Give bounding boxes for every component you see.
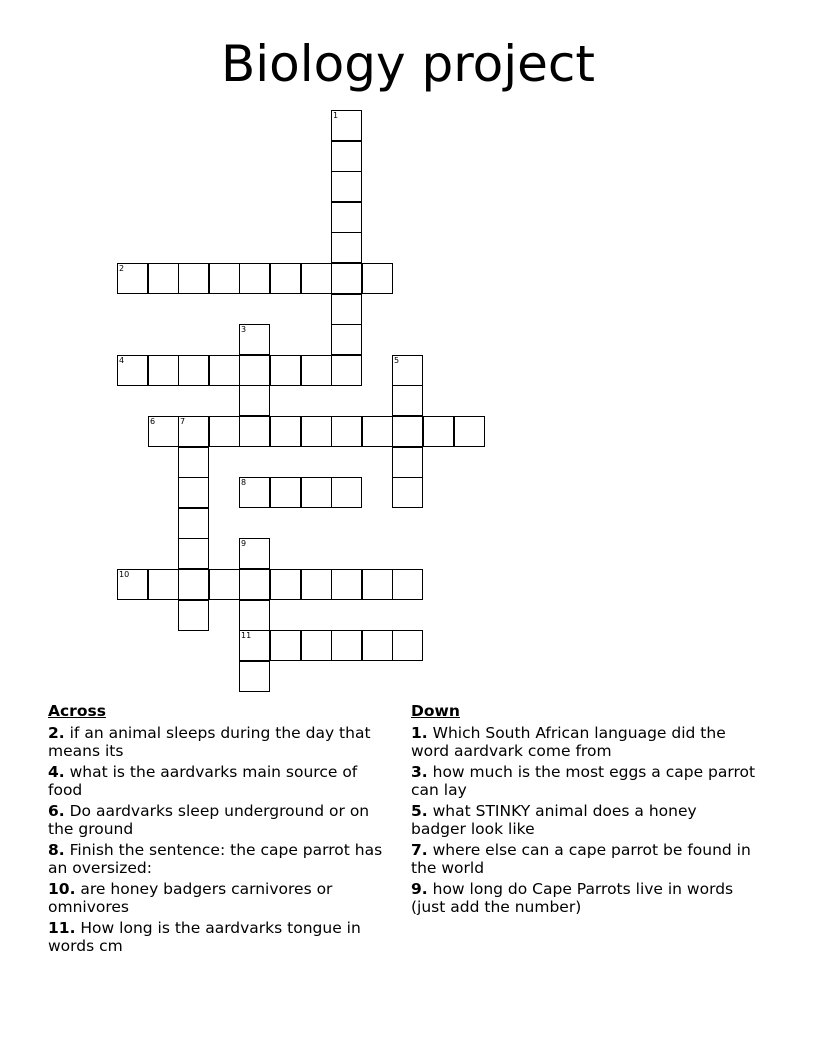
across-heading: Across — [48, 702, 106, 720]
grid-cell[interactable] — [239, 263, 270, 294]
cell-number: 10 — [119, 570, 130, 579]
grid-cell[interactable] — [270, 477, 301, 508]
grid-cell[interactable] — [301, 630, 332, 661]
grid-cell[interactable] — [392, 630, 423, 661]
across-clues — [48, 702, 393, 958]
grid-cell[interactable] — [331, 110, 362, 141]
down-clue — [411, 724, 756, 760]
grid-cell[interactable] — [178, 569, 209, 600]
grid-cell[interactable] — [423, 416, 454, 447]
grid-cell[interactable] — [117, 569, 148, 600]
grid-cell[interactable] — [209, 569, 240, 600]
grid-cell[interactable] — [331, 416, 362, 447]
grid-cell[interactable] — [301, 569, 332, 600]
grid-cell[interactable] — [454, 416, 485, 447]
clue-number: 11. — [48, 919, 76, 937]
grid-cell[interactable] — [178, 447, 209, 478]
grid-cell[interactable] — [362, 416, 393, 447]
cell-number: 6 — [150, 417, 156, 426]
grid-cell[interactable] — [392, 385, 423, 416]
down-heading: Down — [411, 702, 460, 720]
grid-cell[interactable] — [270, 355, 301, 386]
page-title: Biology project — [220, 35, 596, 93]
grid-cell[interactable] — [148, 263, 179, 294]
grid-cell[interactable] — [392, 569, 423, 600]
cell-number: 1 — [333, 111, 339, 120]
clue-number: 9. — [411, 880, 428, 898]
grid-cell[interactable] — [117, 355, 148, 386]
grid-cell[interactable] — [239, 416, 270, 447]
grid-cell[interactable] — [331, 263, 362, 294]
grid-cell[interactable] — [239, 538, 270, 569]
grid-cell[interactable] — [392, 355, 423, 386]
clue-text: what is the aardvarks main source of food — [48, 763, 358, 799]
down-clue — [411, 763, 756, 799]
clue-text: How long is the aardvarks tongue in words cm — [48, 919, 361, 955]
grid-cell[interactable] — [301, 477, 332, 508]
down-clues — [411, 702, 756, 919]
grid-cell[interactable] — [270, 630, 301, 661]
grid-cell[interactable] — [301, 416, 332, 447]
clue-text: Do aardvarks sleep underground or on the ground — [48, 802, 370, 838]
grid-cell[interactable] — [301, 355, 332, 386]
grid-cell[interactable] — [331, 294, 362, 325]
grid-cell[interactable] — [239, 385, 270, 416]
clue-number: 3. — [411, 763, 428, 781]
grid-cell[interactable] — [362, 263, 393, 294]
grid-cell[interactable] — [331, 141, 362, 172]
across-clue — [48, 763, 393, 799]
across-clue — [48, 802, 393, 838]
cell-number: 8 — [241, 478, 247, 487]
clue-number: 10. — [48, 880, 76, 898]
grid-cell[interactable] — [331, 630, 362, 661]
grid-cell[interactable] — [239, 661, 270, 692]
grid-cell[interactable] — [270, 569, 301, 600]
grid-cell[interactable] — [270, 263, 301, 294]
cell-number: 9 — [241, 539, 247, 548]
grid-cell[interactable] — [178, 538, 209, 569]
grid-cell[interactable] — [178, 263, 209, 294]
grid-cell[interactable] — [331, 232, 362, 263]
grid-cell[interactable] — [117, 263, 148, 294]
grid-cell[interactable] — [239, 600, 270, 631]
grid-cell[interactable] — [209, 263, 240, 294]
clue-number: 1. — [411, 724, 428, 742]
clue-number: 2. — [48, 724, 65, 742]
across-clue — [48, 841, 393, 877]
grid-cell[interactable] — [392, 416, 423, 447]
down-clue — [411, 841, 756, 877]
grid-cell[interactable] — [331, 355, 362, 386]
grid-cell[interactable] — [209, 416, 240, 447]
down-clue — [411, 802, 756, 838]
grid-cell[interactable] — [209, 355, 240, 386]
grid-cell[interactable] — [331, 569, 362, 600]
clue-number: 8. — [48, 841, 65, 859]
clue-text: Which South African language did the word aardvark come from — [411, 724, 726, 760]
across-clue — [48, 880, 393, 916]
grid-cell[interactable] — [239, 569, 270, 600]
clue-text: Finish the sentence: the cape parrot has an oversized: — [48, 841, 383, 877]
cell-number: 11 — [241, 631, 252, 640]
grid-cell[interactable] — [239, 477, 270, 508]
grid-cell[interactable] — [270, 416, 301, 447]
grid-cell[interactable] — [148, 416, 179, 447]
cell-number: 7 — [180, 417, 186, 426]
grid-cell[interactable] — [239, 630, 270, 661]
clue-text: where else can a cape parrot be found in the world — [411, 841, 751, 877]
grid-cell[interactable] — [148, 569, 179, 600]
cell-number: 5 — [394, 356, 400, 365]
cell-number: 4 — [119, 356, 125, 365]
grid-cell[interactable] — [331, 324, 362, 355]
down-clue — [411, 880, 756, 916]
grid-cell[interactable] — [331, 202, 362, 233]
grid-cell[interactable] — [301, 263, 332, 294]
across-clue — [48, 724, 393, 760]
grid-cell[interactable] — [239, 355, 270, 386]
clue-number: 6. — [48, 802, 65, 820]
cell-number: 2 — [119, 264, 125, 273]
grid-cell[interactable] — [148, 355, 179, 386]
cell-number: 3 — [241, 325, 247, 334]
grid-cell[interactable] — [331, 171, 362, 202]
grid-cell[interactable] — [239, 324, 270, 355]
grid-cell[interactable] — [362, 569, 393, 600]
grid-cell[interactable] — [178, 477, 209, 508]
clue-text: how much is the most eggs a cape parrot can lay — [411, 763, 756, 799]
clue-text: if an animal sleeps during the day that means its — [48, 724, 371, 760]
clue-text: how long do Cape Parrots live in words (just add the number) — [411, 880, 734, 916]
clue-text: are honey badgers carnivores or omnivores — [48, 880, 333, 916]
grid-cell[interactable] — [331, 477, 362, 508]
grid-cell[interactable] — [178, 355, 209, 386]
grid-cell[interactable] — [178, 508, 209, 539]
grid-cell[interactable] — [178, 416, 209, 447]
grid-cell[interactable] — [178, 600, 209, 631]
grid-cell[interactable] — [362, 630, 393, 661]
clue-number: 7. — [411, 841, 428, 859]
clue-number: 5. — [411, 802, 428, 820]
clue-text: what STINKY animal does a honey badger look like — [411, 802, 697, 838]
clue-number: 4. — [48, 763, 65, 781]
across-clue — [48, 919, 393, 955]
grid-cell[interactable] — [392, 447, 423, 478]
grid-cell[interactable] — [392, 477, 423, 508]
